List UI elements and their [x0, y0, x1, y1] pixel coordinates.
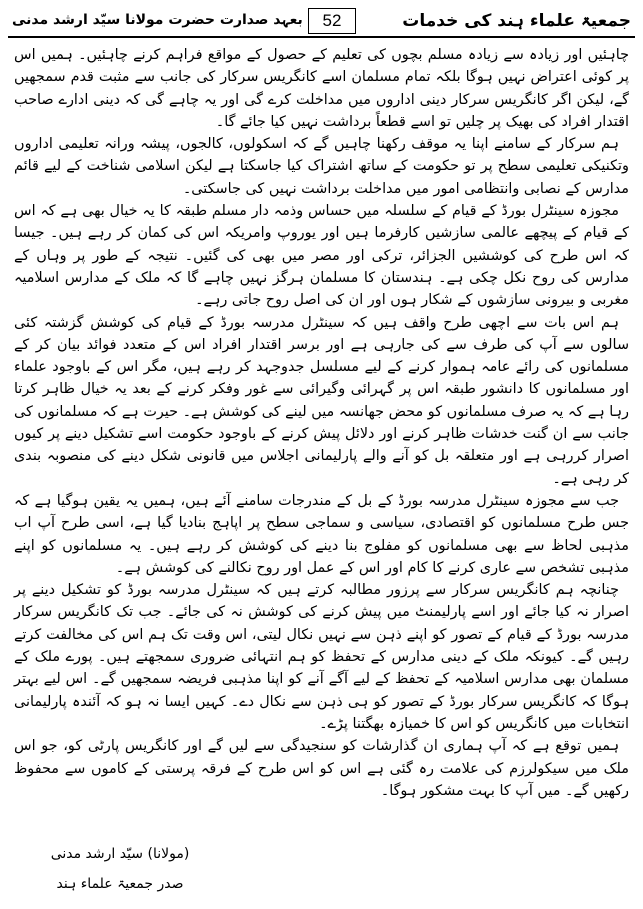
paragraph-7: ہمیں توقع ہے کہ آپ ہماری ان گذارشات کو سنجیدگی سے لیں گے اور کانگریس پارٹی کو، جو اس ملک میں سیکولرزم کی علامت رہ گئی ہے اس کو اس طرح کے فرقہ پرستی کے کاموں سے محفوظ رکھیں گے۔ میں آپ کا بہت مشکور ہوگا۔: [14, 738, 629, 799]
signature-name: (مولانا) سیّد ارشد مدنی: [50, 846, 190, 862]
article-body: [14, 44, 629, 802]
page-number: 52: [308, 8, 356, 34]
paragraph-6: چنانچہ ہم کانگریس سرکار سے پرزور مطالبہ کرتے ہیں کہ سینٹرل مدرسہ بورڈ کو تشکیل دینے پر اصرار نہ کیا جائے اور اسے پارلیمنٹ میں پیش کرنے کی کوشش نہ کی جائے۔ جب تک کانگریس سرکار مدرسہ بورڈ کے قیام کے تصور کو اپنے ذہن سے نہیں نکال لیتی، اس وقت تک ہم اس کی مخالفت کرتے رہیں گے۔ کیونکہ ملک کے دینی مدارس کے تحفظ کو ہم انتہائی ضروری سمجھتے ہیں۔ پورے ملک کے مسلمان بھی مدارس اسلامیہ کے تحفظ کے لیے آگے آنے کو اپنا مذہبی فریضہ سمجھیں گے۔ اس لیے بہتر ہوگا کہ کانگریس سرکار بورڈ کے تصور کو ہی ذہن سے نکال دے۔ کہیں ایسا نہ ہو کہ آئندہ پارلیمانی انتخابات میں کانگریس کو اس کا خمیازہ بھگتنا پڑے۔: [14, 582, 629, 732]
paragraph-3: مجوزہ سینٹرل بورڈ کے قیام کے سلسلہ میں حساس وذمہ دار مسلم طبقہ کا یہ خیال بھی ہے کہ اس کے قیام کے پیچھے عالمی سازشیں کارفرما ہیں اور یوروپ وامریکہ اس کی کمان کر رہے ہیں۔ جیسا کہ اس طرح کی کوششیں الجزائر، ترکی اور مصر میں بھی کی گئیں۔ نتیجہ کے طور پر وہاں کے مدارس کی روح نکل چکی ہے۔ ہندستان کا مسلمان ہرگز نہیں چاہے گا کہ ملک کے مدارس اسلامیہ مغربی و بیرونی سازشوں کے شکار ہوں اور ان کی اصل روح جاتی رہے۔: [14, 203, 629, 309]
paragraph-5: جب سے مجوزہ سینٹرل مدرسہ بورڈ کے بل کے مندرجات سامنے آئے ہیں، ہمیں یہ یقین ہوگیا ہے کہ جس طرح مسلمانوں کو اقتصادی، سیاسی و سماجی سطح پر اپاہج بنادیا گیا ہے، اسی طرح آپ اب مذہبی لحاظ سے بھی مسلمانوں کو مفلوج بنا دینے کی کوشش کر رہے ہیں۔ یہ مسلمانوں کو اپنے مذہبی تشخص سے عاری کرنے کا کام اور اس کے عمل اور روح نکالنے کی کوشش ہے۔: [14, 492, 629, 576]
page-header: [8, 6, 635, 38]
paragraph-1: چاہئیں اور زیادہ سے زیادہ مسلم بچوں کی تعلیم کے حصول کے مواقع فراہم کرنے چاہئیں۔ ہمیں اس پر کوئی اعتراض نہیں ہوگا بلکہ تمام مسلمان اسے کانگریس سرکار کی جانب سے مثبت قدم سمجھیں گے، لیکن اگر کانگریس سرکار دینی اداروں میں مداخلت کرے گی اور یہ چاہے گی کہ دینی ادارے صاحب اقتدار افراد کی بھیک پر چلیں تو اسے قطعاً برداشت نہیں کیا جائے گا۔: [14, 47, 629, 130]
presidency-caption: بعہد صدارت حضرت مولانا سیّد ارشد مدنی: [12, 12, 303, 28]
journal-title: جمعیۃ علماء ہند کی خدمات: [402, 11, 631, 31]
paragraph-2: ہم سرکار کے سامنے اپنا یہ موقف رکھنا چاہیں گے کہ اسکولوں، کالجوں، پیشہ ورانہ تعلیمی اداروں وتکنیکی تعلیمی سطح پر تو حکومت کے ساتھ اشتراک کیا جاسکتا ہے لیکن اسلامی شناخت کے لیے قائم مدارس کے نصابی وانتظامی امور میں مداخلت برداشت نہیں کی جاسکتی۔: [14, 136, 629, 197]
signature-title: صدر جمعیۃ علماء ہند: [56, 876, 184, 892]
paragraph-4: ہم اس بات سے اچھی طرح واقف ہیں کہ سینٹرل مدرسہ بورڈ کے قیام کی کوشش گزشتہ کئی سالوں سے آپ کی طرف سے کی جارہی ہے اور برسر اقتدار افراد اس کے متعدد فوائد بیان کر کے مسلمانوں کی رائے عامہ ہموار کرنے کے لیے مسلسل جدوجہد کر رہے ہیں، مگر اس کے باوجود علماء اور مسلمانوں کا دانشور طبقہ اس پر گہرائی وگیرائی سے غور وفکر کرنے کے بعد یہ خیال ظاہر کرتا رہا ہے کہ یہ صرف مسلمانوں کو محض جھانسہ میں لینے کی کوشش ہے۔ حیرت ہے کہ مسلمانوں کی جانب سے ان گنت خدشات ظاہر کرنے اور دلائل پیش کرنے کے باوجود حکومت اسے تشکیل دینے پر کیوں اصرار کررہی ہے اور متعلقہ بل کو آنے والے پارلیمانی اجلاس میں قانونی شکل دینے کی منصوبہ بندی کر رہی ہے۔: [14, 314, 629, 487]
